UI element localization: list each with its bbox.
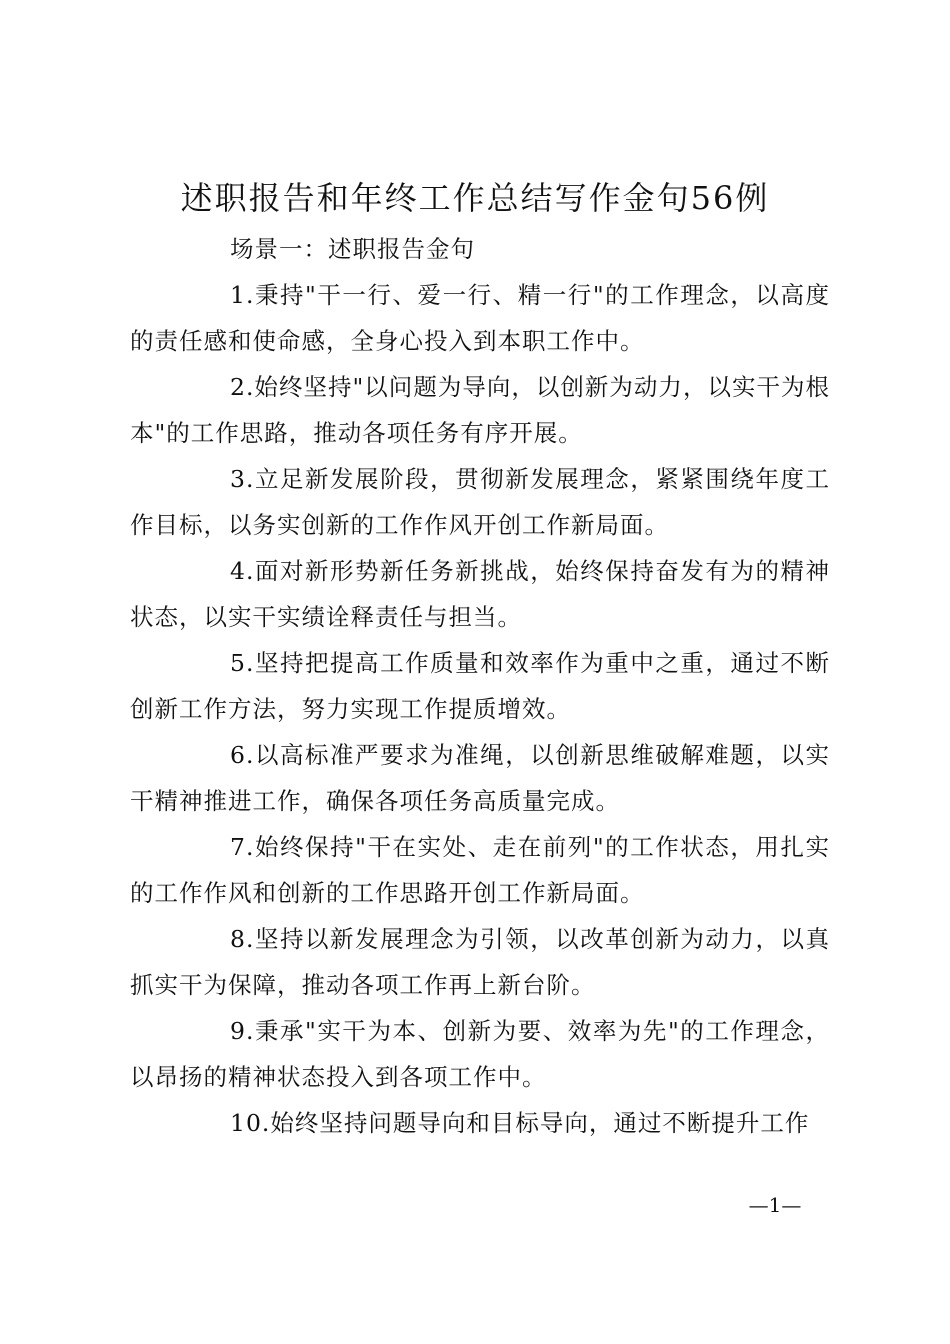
list-item: 2.始终坚持"以问题为导向，以创新为动力，以实干为根本"的工作思路，推动各项任务有序开展。 xyxy=(130,373,830,447)
scene-heading: 场景一：述职报告金句 xyxy=(230,235,475,263)
page-number: —1— xyxy=(748,1193,802,1217)
list-item: 8.坚持以新发展理念为引领，以改革创新为动力，以真抓实干为保障，推动各项工作再上新台阶。 xyxy=(130,925,830,999)
list-item: 10.始终坚持问题导向和目标导向，通过不断提升工作 xyxy=(230,1109,810,1137)
list-item: 5.坚持把提高工作质量和效率作为重中之重，通过不断创新工作方法，努力实现工作提质增效。 xyxy=(130,649,830,723)
document-body xyxy=(130,226,830,1146)
list-item: 1.秉持"干一行、爱一行、精一行"的工作理念，以高度的责任感和使命感，全身心投入到本职工作中。 xyxy=(130,281,830,355)
list-item: 7.始终保持"干在实处、走在前列"的工作状态，用扎实的工作作风和创新的工作思路开创工作新局面。 xyxy=(130,833,830,907)
list-item: 3.立足新发展阶段，贯彻新发展理念，紧紧围绕年度工作目标，以务实创新的工作作风开创工作新局面。 xyxy=(130,465,830,539)
document-title: 述职报告和年终工作总结写作金句56例 xyxy=(180,179,770,217)
list-item: 6.以高标准严要求为准绳，以创新思维破解难题，以实干精神推进工作，确保各项任务高质量完成。 xyxy=(130,741,830,815)
list-item: 9.秉承"实干为本、创新为要、效率为先"的工作理念，以昂扬的精神状态投入到各项工作中。 xyxy=(130,1017,830,1091)
list-item: 4.面对新形势新任务新挑战，始终保持奋发有为的精神状态，以实干实绩诠释责任与担当。 xyxy=(130,557,830,631)
